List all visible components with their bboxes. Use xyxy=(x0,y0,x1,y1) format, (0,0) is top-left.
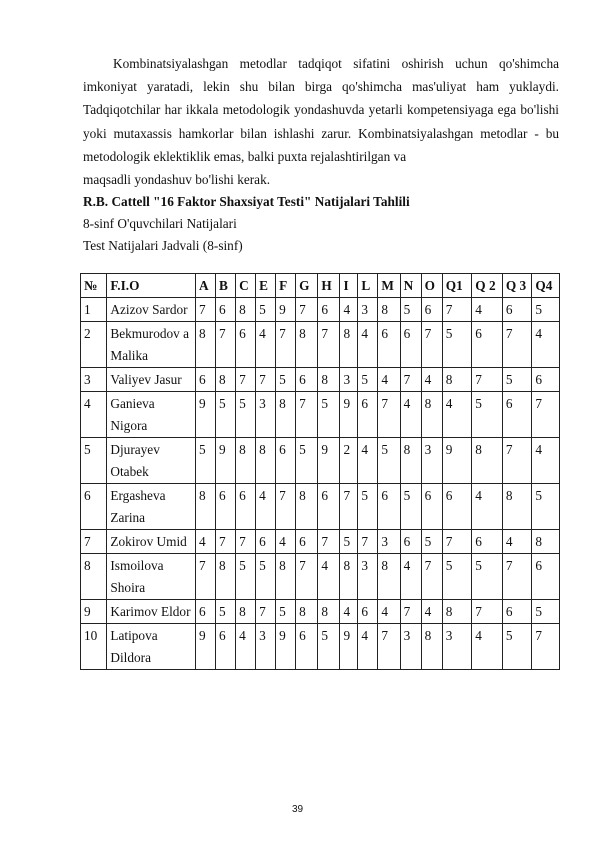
score-cell: 7 xyxy=(216,322,236,368)
score-cell: 7 xyxy=(236,530,256,554)
row-number-cell: 9 xyxy=(81,600,107,624)
score-cell: 8 xyxy=(296,484,318,530)
score-cell: 5 xyxy=(502,368,532,392)
score-cell: 4 xyxy=(358,322,378,368)
score-cell: 7 xyxy=(442,530,472,554)
score-cell: 6 xyxy=(502,600,532,624)
name-cell: Azizov Sardor xyxy=(107,298,196,322)
score-cell: 5 xyxy=(358,484,378,530)
score-cell: 4 xyxy=(276,530,296,554)
score-cell: 6 xyxy=(358,392,378,438)
score-cell: 5 xyxy=(472,554,503,600)
score-cell: 4 xyxy=(400,392,421,438)
score-cell: 4 xyxy=(472,484,503,530)
score-cell: 5 xyxy=(340,530,358,554)
column-header: C xyxy=(236,274,256,298)
score-cell: 3 xyxy=(378,530,400,554)
score-cell: 4 xyxy=(236,624,256,670)
score-cell: 8 xyxy=(196,484,216,530)
score-cell: 7 xyxy=(296,298,318,322)
score-cell: 8 xyxy=(318,368,340,392)
score-cell: 5 xyxy=(442,322,472,368)
score-cell: 5 xyxy=(532,484,560,530)
score-cell: 5 xyxy=(216,392,236,438)
score-cell: 5 xyxy=(196,438,216,484)
results-table xyxy=(80,273,560,670)
score-cell: 6 xyxy=(196,600,216,624)
score-cell: 7 xyxy=(400,368,421,392)
score-cell: 7 xyxy=(502,322,532,368)
score-cell: 6 xyxy=(318,298,340,322)
column-header: Q1 xyxy=(442,274,472,298)
score-cell: 7 xyxy=(502,438,532,484)
score-cell: 9 xyxy=(216,438,236,484)
score-cell: 4 xyxy=(358,438,378,484)
score-cell: 6 xyxy=(502,298,532,322)
table-row xyxy=(81,368,560,392)
table-row xyxy=(81,600,560,624)
score-cell: 7 xyxy=(196,298,216,322)
intro-paragraph xyxy=(83,52,559,168)
score-cell: 6 xyxy=(442,484,472,530)
score-cell: 3 xyxy=(358,554,378,600)
score-cell: 5 xyxy=(400,484,421,530)
score-cell: 8 xyxy=(340,554,358,600)
table-row xyxy=(81,484,560,530)
score-cell: 6 xyxy=(236,322,256,368)
score-cell: 6 xyxy=(318,484,340,530)
score-cell: 6 xyxy=(236,484,256,530)
score-cell: 9 xyxy=(276,624,296,670)
score-cell: 8 xyxy=(378,554,400,600)
score-cell: 8 xyxy=(276,392,296,438)
column-header: N xyxy=(400,274,421,298)
page-number: 39 xyxy=(291,804,304,815)
score-cell: 4 xyxy=(532,322,560,368)
score-cell: 6 xyxy=(421,484,442,530)
score-cell: 3 xyxy=(442,624,472,670)
score-cell: 4 xyxy=(472,624,503,670)
intro-paragraph-last-line: maqsadli yondashuv bo'lishi kerak. xyxy=(83,172,271,188)
subtitle-table: Test Natijalari Jadvali (8-sinf) xyxy=(83,238,243,254)
score-cell: 5 xyxy=(236,392,256,438)
score-cell: 6 xyxy=(378,484,400,530)
name-cell: Ergasheva Zarina xyxy=(107,484,196,530)
score-cell: 7 xyxy=(378,392,400,438)
column-header: H xyxy=(318,274,340,298)
column-header: E xyxy=(256,274,276,298)
score-cell: 5 xyxy=(318,624,340,670)
score-cell: 7 xyxy=(276,484,296,530)
section-heading: R.B. Cattell "16 Faktor Shaxsiyat Testi" Natijalari Tahlili xyxy=(83,194,410,210)
score-cell: 8 xyxy=(442,368,472,392)
column-header: L xyxy=(358,274,378,298)
column-header: O xyxy=(421,274,442,298)
score-cell: 5 xyxy=(256,554,276,600)
score-cell: 5 xyxy=(318,392,340,438)
score-cell: 4 xyxy=(378,368,400,392)
row-number-cell: 7 xyxy=(81,530,107,554)
score-cell: 4 xyxy=(421,368,442,392)
score-cell: 6 xyxy=(378,322,400,368)
name-cell: Latipova Dildora xyxy=(107,624,196,670)
column-header: F.I.O xyxy=(107,274,196,298)
score-cell: 9 xyxy=(276,298,296,322)
score-cell: 7 xyxy=(358,530,378,554)
score-cell: 4 xyxy=(340,600,358,624)
score-cell: 7 xyxy=(256,368,276,392)
score-cell: 3 xyxy=(340,368,358,392)
score-cell: 5 xyxy=(296,438,318,484)
score-cell: 5 xyxy=(502,624,532,670)
name-cell: Karimov Eldor xyxy=(107,600,196,624)
column-header: I xyxy=(340,274,358,298)
score-cell: 9 xyxy=(196,624,216,670)
name-cell: Ismoilova Shoira xyxy=(107,554,196,600)
score-cell: 3 xyxy=(400,624,421,670)
score-cell: 6 xyxy=(196,368,216,392)
score-cell: 6 xyxy=(216,298,236,322)
score-cell: 8 xyxy=(256,438,276,484)
score-cell: 6 xyxy=(296,624,318,670)
name-cell: Bekmurodov a Malika xyxy=(107,322,196,368)
score-cell: 8 xyxy=(318,600,340,624)
score-cell: 9 xyxy=(318,438,340,484)
score-cell: 8 xyxy=(216,368,236,392)
score-cell: 7 xyxy=(318,530,340,554)
column-header: M xyxy=(378,274,400,298)
score-cell: 8 xyxy=(442,600,472,624)
score-cell: 8 xyxy=(216,554,236,600)
score-cell: 5 xyxy=(256,298,276,322)
score-cell: 4 xyxy=(532,438,560,484)
score-cell: 8 xyxy=(196,322,216,368)
score-cell: 9 xyxy=(196,392,216,438)
score-cell: 4 xyxy=(442,392,472,438)
score-cell: 8 xyxy=(400,438,421,484)
score-cell: 8 xyxy=(236,438,256,484)
score-cell: 8 xyxy=(502,484,532,530)
name-cell: Ganieva Nigora xyxy=(107,392,196,438)
score-cell: 6 xyxy=(216,484,236,530)
score-cell: 6 xyxy=(472,530,503,554)
score-cell: 5 xyxy=(472,392,503,438)
score-cell: 8 xyxy=(378,298,400,322)
score-cell: 5 xyxy=(236,554,256,600)
score-cell: 7 xyxy=(276,322,296,368)
score-cell: 6 xyxy=(216,624,236,670)
score-cell: 5 xyxy=(358,368,378,392)
score-cell: 6 xyxy=(256,530,276,554)
score-cell: 7 xyxy=(421,554,442,600)
score-cell: 5 xyxy=(532,298,560,322)
score-cell: 8 xyxy=(276,554,296,600)
score-cell: 4 xyxy=(472,298,503,322)
row-number-cell: 2 xyxy=(81,322,107,368)
score-cell: 7 xyxy=(236,368,256,392)
score-cell: 4 xyxy=(340,298,358,322)
score-cell: 3 xyxy=(256,392,276,438)
table-row xyxy=(81,392,560,438)
score-cell: 8 xyxy=(296,600,318,624)
score-cell: 7 xyxy=(442,298,472,322)
column-header: A xyxy=(196,274,216,298)
score-cell: 5 xyxy=(532,600,560,624)
score-cell: 8 xyxy=(236,600,256,624)
score-cell: 8 xyxy=(472,438,503,484)
table-row xyxy=(81,298,560,322)
score-cell: 6 xyxy=(532,554,560,600)
score-cell: 7 xyxy=(472,600,503,624)
score-cell: 5 xyxy=(276,368,296,392)
row-number-cell: 3 xyxy=(81,368,107,392)
score-cell: 5 xyxy=(216,600,236,624)
score-cell: 7 xyxy=(472,368,503,392)
score-cell: 5 xyxy=(421,530,442,554)
score-cell: 6 xyxy=(502,392,532,438)
score-cell: 3 xyxy=(358,298,378,322)
table-row xyxy=(81,554,560,600)
column-header: № xyxy=(81,274,107,298)
score-cell: 6 xyxy=(532,368,560,392)
name-cell: Djurayev Otabek xyxy=(107,438,196,484)
score-cell: 4 xyxy=(256,484,276,530)
score-cell: 8 xyxy=(236,298,256,322)
score-cell: 7 xyxy=(400,600,421,624)
table-row xyxy=(81,438,560,484)
score-cell: 3 xyxy=(256,624,276,670)
score-cell: 4 xyxy=(256,322,276,368)
row-number-cell: 1 xyxy=(81,298,107,322)
column-header: Q 2 xyxy=(472,274,503,298)
score-cell: 6 xyxy=(472,322,503,368)
score-cell: 7 xyxy=(296,554,318,600)
name-cell: Zokirov Umid xyxy=(107,530,196,554)
score-cell: 4 xyxy=(378,600,400,624)
column-header: B xyxy=(216,274,236,298)
table-header-row xyxy=(81,274,560,298)
subtitle-class: 8-sinf O'quvchilari Natijalari xyxy=(83,216,237,232)
column-header: F xyxy=(276,274,296,298)
score-cell: 8 xyxy=(532,530,560,554)
score-cell: 7 xyxy=(340,484,358,530)
score-cell: 6 xyxy=(400,530,421,554)
row-number-cell: 8 xyxy=(81,554,107,600)
score-cell: 8 xyxy=(296,322,318,368)
score-cell: 2 xyxy=(340,438,358,484)
document-body xyxy=(83,52,559,257)
score-cell: 8 xyxy=(421,392,442,438)
score-cell: 9 xyxy=(442,438,472,484)
score-cell: 7 xyxy=(502,554,532,600)
score-cell: 5 xyxy=(442,554,472,600)
score-cell: 5 xyxy=(276,600,296,624)
score-cell: 6 xyxy=(421,298,442,322)
score-cell: 4 xyxy=(502,530,532,554)
score-cell: 5 xyxy=(378,438,400,484)
score-cell: 7 xyxy=(216,530,236,554)
score-cell: 4 xyxy=(318,554,340,600)
name-cell: Valiyev Jasur xyxy=(107,368,196,392)
score-cell: 8 xyxy=(340,322,358,368)
score-cell: 6 xyxy=(276,438,296,484)
score-cell: 5 xyxy=(400,298,421,322)
score-cell: 7 xyxy=(196,554,216,600)
score-cell: 7 xyxy=(421,322,442,368)
row-number-cell: 4 xyxy=(81,392,107,438)
score-cell: 9 xyxy=(340,624,358,670)
score-cell: 6 xyxy=(296,368,318,392)
score-cell: 7 xyxy=(318,322,340,368)
score-cell: 9 xyxy=(340,392,358,438)
score-cell: 7 xyxy=(532,624,560,670)
column-header: G xyxy=(296,274,318,298)
score-cell: 6 xyxy=(358,600,378,624)
score-cell: 8 xyxy=(421,624,442,670)
row-number-cell: 10 xyxy=(81,624,107,670)
score-cell: 6 xyxy=(400,322,421,368)
score-cell: 3 xyxy=(421,438,442,484)
column-header: Q 3 xyxy=(502,274,532,298)
row-number-cell: 6 xyxy=(81,484,107,530)
score-cell: 4 xyxy=(421,600,442,624)
score-cell: 7 xyxy=(378,624,400,670)
row-number-cell: 5 xyxy=(81,438,107,484)
score-cell: 7 xyxy=(532,392,560,438)
score-cell: 4 xyxy=(400,554,421,600)
column-header: Q4 xyxy=(532,274,560,298)
intro-paragraph-text: Kombinatsiyalashgan metodlar tadqiqot sifatini oshirish uchun qo'shimcha imkoniyat yaratadi, lekin shu bilan birga qo'shimcha mas'uliyat ham yuklaydi. Tadqiqotchilar har ikkala metodologik yondashuvda yetarli kompetensiyaga ega bo'lishi yoki mutaxassis hamkorlar bilan ishlashi zarur. Kombinatsiyalashgan metodlar - bu metodologik eklektiklik emas, balki puxta rejalashtirilgan va xyxy=(83,56,559,164)
score-cell: 4 xyxy=(358,624,378,670)
table-row xyxy=(81,322,560,368)
score-cell: 4 xyxy=(196,530,216,554)
score-cell: 7 xyxy=(256,600,276,624)
table-row xyxy=(81,530,560,554)
score-cell: 6 xyxy=(296,530,318,554)
score-cell: 7 xyxy=(296,392,318,438)
table-row xyxy=(81,624,560,670)
